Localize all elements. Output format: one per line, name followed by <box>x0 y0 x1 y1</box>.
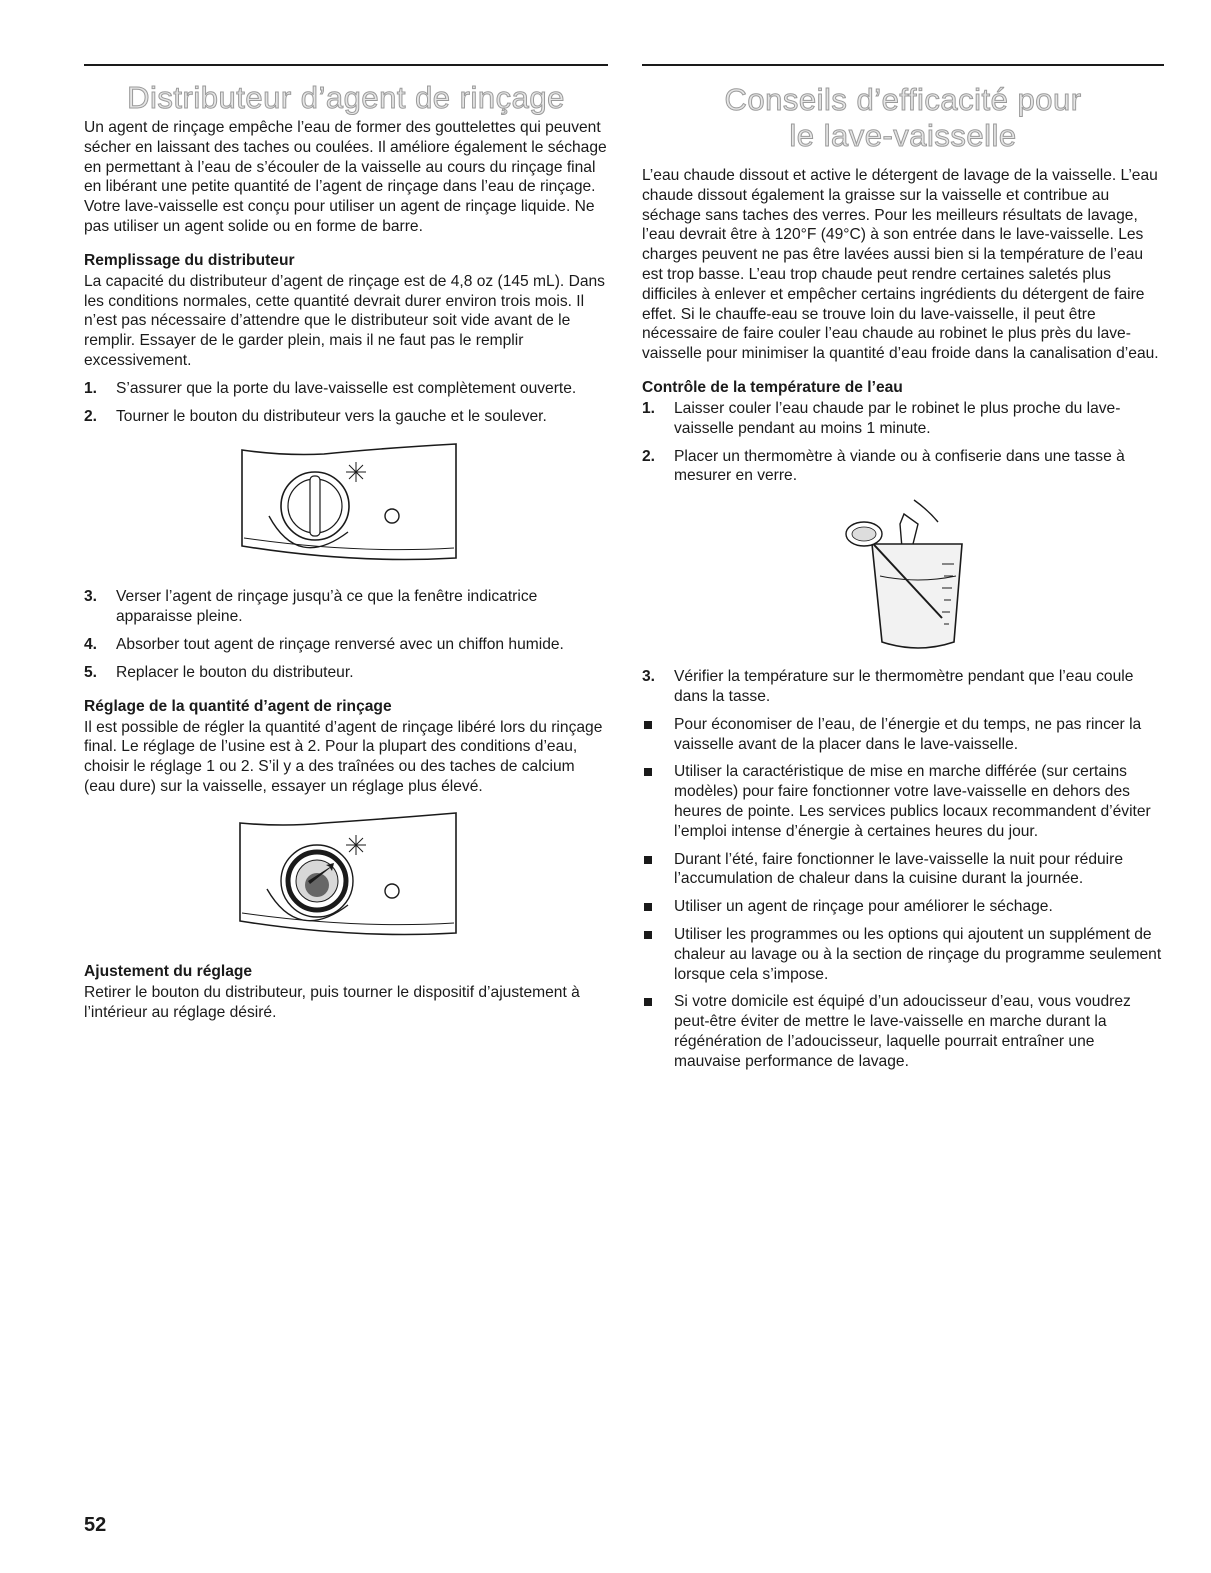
tip-text: Utiliser un agent de rinçage pour améliorer le séchage. <box>674 898 1053 916</box>
list-item <box>642 447 1164 487</box>
list-item <box>84 379 608 399</box>
section-title-rinse-aid: Distributeur d’agent de rinçage <box>127 80 565 115</box>
steps-list-a <box>84 379 608 427</box>
bullet-square-icon <box>644 998 652 1006</box>
intro-paragraph: Un agent de rinçage empêche l’eau de former des gouttelettes qui peuvent sécher en laissant des taches ou coulées. Il améliore également le séchage en permettant à l’eau de s’écouler de la vaisselle au cours du rinçage final en libérant une petite quantité de l’agent de rinçage dans l’eau de rinçage. Votre lave-vaisselle est conçu pour utiliser un agent de rinçage liquide. Ne pas utiliser un agent solide ou en forme de barre. <box>84 119 607 235</box>
heading-adjust-amount: Réglage de la quantité d’agent de rinçage <box>84 697 392 715</box>
intro-paragraph: L’eau chaude dissout et active le détergent de lavage de la vaisselle. L’eau chaude dissout également la graisse sur la vaisselle et contribue au séchage sans taches des verres. Pour les meilleurs résultats de lavage, l’eau devrait être à 120°F (49°C) à son entrée dans le lave-vaisselle. Les charges peuvent ne pas être lavées aussi bien si la température de l’eau est trop basse. L’eau trop chaude peut rendre certaines saletés plus difficiles à enlever et empêcher certains ingrédients du détergent de faire effet. Si le chauffe-eau se trouve loin du lave-vaisselle, il peut être nécessaire de faire couler l’eau chaude au robinet le plus près du lave-vaisselle pour minimiser la quantité d’eau froide dans la canalisation d’eau. <box>642 167 1159 363</box>
list-item <box>84 587 608 627</box>
temp-steps-list <box>642 399 1164 486</box>
adjust-paragraph: Il est possible de régler la quantité d’agent de rinçage libéré lors du rinçage final. Le réglage de l’usine est à 2. Pour la plupart des conditions d’eau, choisir le réglage 1 ou 2. S’il y a des traînées ou des taches de calcium (eau dure) sur la vaisselle, essayer un réglage plus élevé. <box>84 718 603 795</box>
step-number: 1. <box>84 379 98 397</box>
step-text: Laisser couler l’eau chaude par le robinet le plus proche du lave-vaisselle pendant au moins 1 minute. <box>674 399 1121 437</box>
step-number: 5. <box>84 663 98 681</box>
step-text: Verser l’agent de rinçage jusqu’à ce que la fenêtre indicatrice apparaisse pleine. <box>116 588 538 626</box>
tips-list <box>642 715 1164 1072</box>
list-item <box>84 635 608 655</box>
left-column <box>84 64 608 1030</box>
list-item <box>84 407 608 427</box>
step-number: 3. <box>84 588 98 606</box>
list-item <box>642 667 1164 707</box>
list-item <box>642 399 1164 439</box>
thermometer-cup-illustration <box>642 494 1164 661</box>
step-number: 2. <box>642 447 656 465</box>
list-item <box>642 762 1164 841</box>
heading-water-temperature: Contrôle de la température de l’eau <box>642 378 903 396</box>
step-text: Placer un thermomètre à viande ou à confiserie dans une tasse à mesurer en verre. <box>674 447 1125 485</box>
adjustment-illustration <box>84 805 608 948</box>
tip-text: Durant l’été, faire fonctionner le lave-vaisselle la nuit pour réduire l’accumulation de chaleur dans la cuisine durant la journée. <box>674 850 1123 888</box>
setting-paragraph: Retirer le bouton du distributeur, puis tourner le dispositif d’ajustement à l’intérieur au réglage désiré. <box>84 983 580 1021</box>
tip-text: Utiliser la caractéristique de mise en marche différée (sur certains modèles) pour faire fonctionner votre lave-vaisselle en dehors des heures de pointe. Les services publics locaux recommandent d’éviter l’emploi intense d’énergie à certaines heures du jour. <box>674 763 1151 840</box>
steps-list-b <box>84 587 608 682</box>
section-title-efficiency <box>642 82 1164 154</box>
top-rule <box>84 64 608 66</box>
step-text: Absorber tout agent de rinçage renversé avec un chiffon humide. <box>116 635 564 653</box>
list-item <box>642 897 1164 917</box>
list-item <box>642 925 1164 984</box>
step-text: S’assurer que la porte du lave-vaisselle est complètement ouverte. <box>116 379 577 397</box>
top-rule <box>642 64 1164 66</box>
list-item <box>642 715 1164 755</box>
bullet-square-icon <box>644 856 652 864</box>
tip-text: Pour économiser de l’eau, de l’énergie et du temps, ne pas rincer la vaisselle avant de la placer dans le lave-vaisselle. <box>674 715 1142 753</box>
right-column <box>642 64 1164 1080</box>
step-number: 3. <box>642 668 656 686</box>
list-item <box>84 663 608 683</box>
step-text: Vérifier la température sur le thermomètre pendant que l’eau coule dans la tasse. <box>674 668 1134 705</box>
filling-paragraph: La capacité du distributeur d’agent de rinçage est de 4,8 oz (145 mL). Dans les conditions normales, cette quantité devrait durer environ trois mois. Il n’est pas nécessaire d’attendre que le distributeur soit vide avant de le remplir. Essayer de le garder plein, mais il ne faut pas le remplir excessivement. <box>84 272 605 369</box>
step-number: 2. <box>84 407 98 425</box>
step-number: 4. <box>84 635 98 653</box>
title-line-2: le lave-vaisselle <box>789 118 1017 153</box>
tip-text: Utiliser les programmes ou les options qui ajoutent un supplément de chaleur au lavage ou à la section de rinçage du programme seulement lorsque cela s’impose. <box>674 925 1162 983</box>
bullet-square-icon <box>644 903 652 911</box>
step-text: Tourner le bouton du distributeur vers la gauche et le soulever. <box>116 407 547 425</box>
tip-text: Si votre domicile est équipé d’un adoucisseur d’eau, vous voudrez peut-être éviter de mettre le lave-vaisselle en marche durant la régénération de l’adoucisseur, laquelle pourrait entraîner une mauvaise performance de lavage. <box>674 993 1131 1070</box>
list-item <box>642 850 1164 890</box>
bullet-square-icon <box>644 768 652 776</box>
temp-step-3 <box>642 667 1164 707</box>
dispenser-illustration <box>84 434 608 577</box>
bullet-square-icon <box>644 721 652 729</box>
heading-setting-adjustment: Ajustement du réglage <box>84 962 253 980</box>
step-text: Replacer le bouton du distributeur. <box>116 663 354 681</box>
list-item <box>642 992 1164 1071</box>
heading-filling: Remplissage du distributeur <box>84 251 295 269</box>
step-number: 1. <box>642 399 656 417</box>
bullet-square-icon <box>644 931 652 939</box>
page-number: 52 <box>84 1514 107 1536</box>
title-line-1: Conseils d’efficacité pour <box>724 82 1082 117</box>
